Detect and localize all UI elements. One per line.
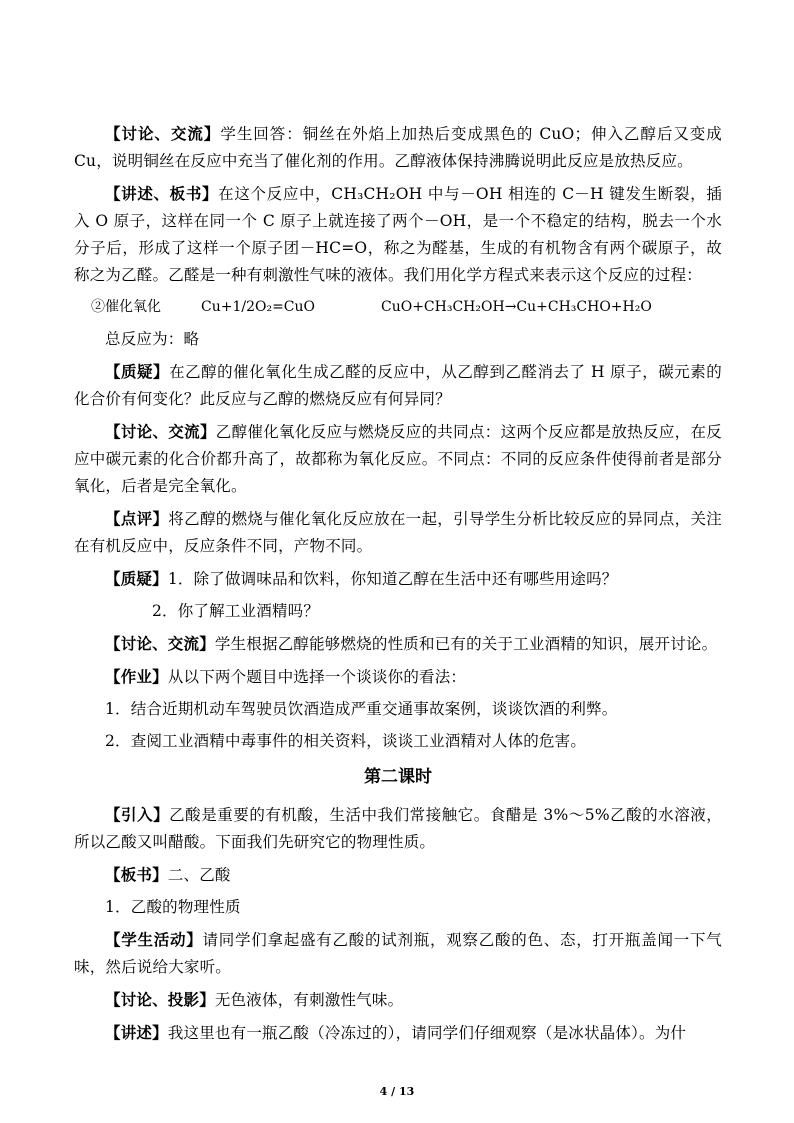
paragraph-tag: 【板书】: [105, 865, 168, 884]
paragraph-text: 学生回答：铜丝在外焰上加热后变成黑色的 CuO；伸入乙醇后又变成 Cu，说明铜丝在反应中充当了催化剂的作用。乙醇液体保持沸腾说明此反应是放热反应。: [74, 125, 722, 170]
paragraph-tag: 【讨论、交流】: [105, 422, 216, 441]
homework-item: 2．查阅工业酒精中毒事件的相关资料，谈谈工业酒精对人体的危害。: [105, 732, 587, 750]
paragraph: [74, 630, 722, 658]
paragraph: [74, 663, 722, 691]
section-title: 第二课时: [364, 767, 432, 787]
paragraph: [74, 505, 722, 560]
paragraph-text: 在这个反应中，CH₃CH₂OH 中与－OH 相连的 C－H 键发生断裂，插入 O 原子，这样在同一个 C 原子上就连接了两个－OH，是一个不稳定的结构，脱去一个水分子后，形成了这样一个原子团－HC=O，称之为醛基，生成的有机物含有两个碳原子，故称之为乙醛。乙醛是一种有刺激性气味的液体。我们用化学方程式来表示这个反应的过程：: [74, 185, 722, 284]
paragraph-text: 将乙醇的燃烧与催化氧化反应放在一起，引导学生分析比较反应的异同点，关注在有机反应中，反应条件不同，产物不同。: [74, 510, 722, 555]
paragraph-text: 二、乙酸: [167, 866, 231, 884]
paragraph-text: 请同学们拿起盛有乙酸的试剂瓶，观察乙酸的色、态，打开瓶盖闻一下气味，然后说给大家听。: [74, 931, 723, 976]
paragraph: [74, 180, 722, 289]
paragraph-tag: 【点评】: [105, 509, 169, 528]
paragraph-tag: 【质疑】: [105, 569, 168, 588]
paragraph: [74, 801, 722, 856]
paragraph-tag: 【作业】: [105, 667, 168, 686]
paragraph: [74, 565, 722, 593]
paragraph-text: 1．除了做调味品和饮料，你知道乙醇在生活中还有哪些用途吗？: [167, 570, 618, 588]
paragraph: [74, 986, 722, 1014]
paragraph: [74, 1019, 722, 1047]
paragraph: [74, 358, 722, 413]
paragraph: [74, 418, 722, 500]
question-2: 2．你了解工业酒精吗？: [152, 602, 320, 620]
paragraph-tag: 【讨论、投影】: [105, 990, 215, 1009]
equation-label: ②催化氧化: [91, 299, 161, 315]
homework-item: 1．结合近期机动车驾驶员饮酒造成严重交通事故案例，谈谈饮酒的利弊。: [105, 700, 618, 718]
paragraph-text: 学生根据乙醇能够燃烧的性质和已有的关于工业酒精的知识，展开讨论。: [214, 635, 718, 653]
paragraph-text: 在乙醇的催化氧化生成乙醛的反应中，从乙醇到乙醛消去了 H 原子，碳元素的化合价有何变化？此反应与乙醇的燃烧反应有何异同？: [74, 363, 722, 408]
paragraph-text: 我这里也有一瓶乙酸（冷冻过的），请同学们仔细观察（是冰状晶体）。为什: [167, 1024, 687, 1042]
paragraph: [74, 120, 722, 175]
paragraph-text: 从以下两个题目中选择一个谈谈你的看法：: [167, 668, 467, 686]
page-number: 4 / 13: [379, 1085, 415, 1098]
paragraph-tag: 【学生活动】: [105, 930, 203, 949]
total-reaction: 总反应为：略: [105, 330, 200, 348]
paragraph-text: 无色液体，有刺激性气味。: [214, 991, 404, 1009]
paragraph-tag: 【讲述、板书】: [105, 184, 219, 203]
equation-1: Cu+1/2O₂=CuO: [201, 299, 316, 315]
equation-line: [74, 294, 722, 321]
subtitle: 1．乙酸的物理性质: [105, 898, 241, 916]
paragraph: [74, 926, 722, 981]
paragraph: [74, 861, 722, 889]
paragraph-tag: 【讨论、交流】: [105, 124, 221, 143]
paragraph-tag: 【引入】: [105, 805, 170, 824]
paragraph-text: 乙醇催化氧化反应与燃烧反应的共同点：这两个反应都是放热反应，在反应中碳元素的化合价都升高了，故都称为氧化反应。不同点：不同的反应条件使得前者是部分氧化，后者是完全氧化。: [74, 423, 722, 495]
paragraph-tag: 【讲述】: [105, 1023, 168, 1042]
paragraph-tag: 【质疑】: [105, 362, 170, 381]
document-body: [74, 120, 722, 1052]
paragraph-tag: 【讨论、交流】: [105, 634, 215, 653]
paragraph-text: 乙酸是重要的有机酸，生活中我们常接触它。食醋是 3%～5%乙酸的水溶液，所以乙酸又叫醋酸。下面我们先研究它的物理性质。: [74, 806, 722, 851]
equation-2: CuO+CH₃CH₂OH→Cu+CH₃CHO+H₂O: [381, 299, 652, 315]
